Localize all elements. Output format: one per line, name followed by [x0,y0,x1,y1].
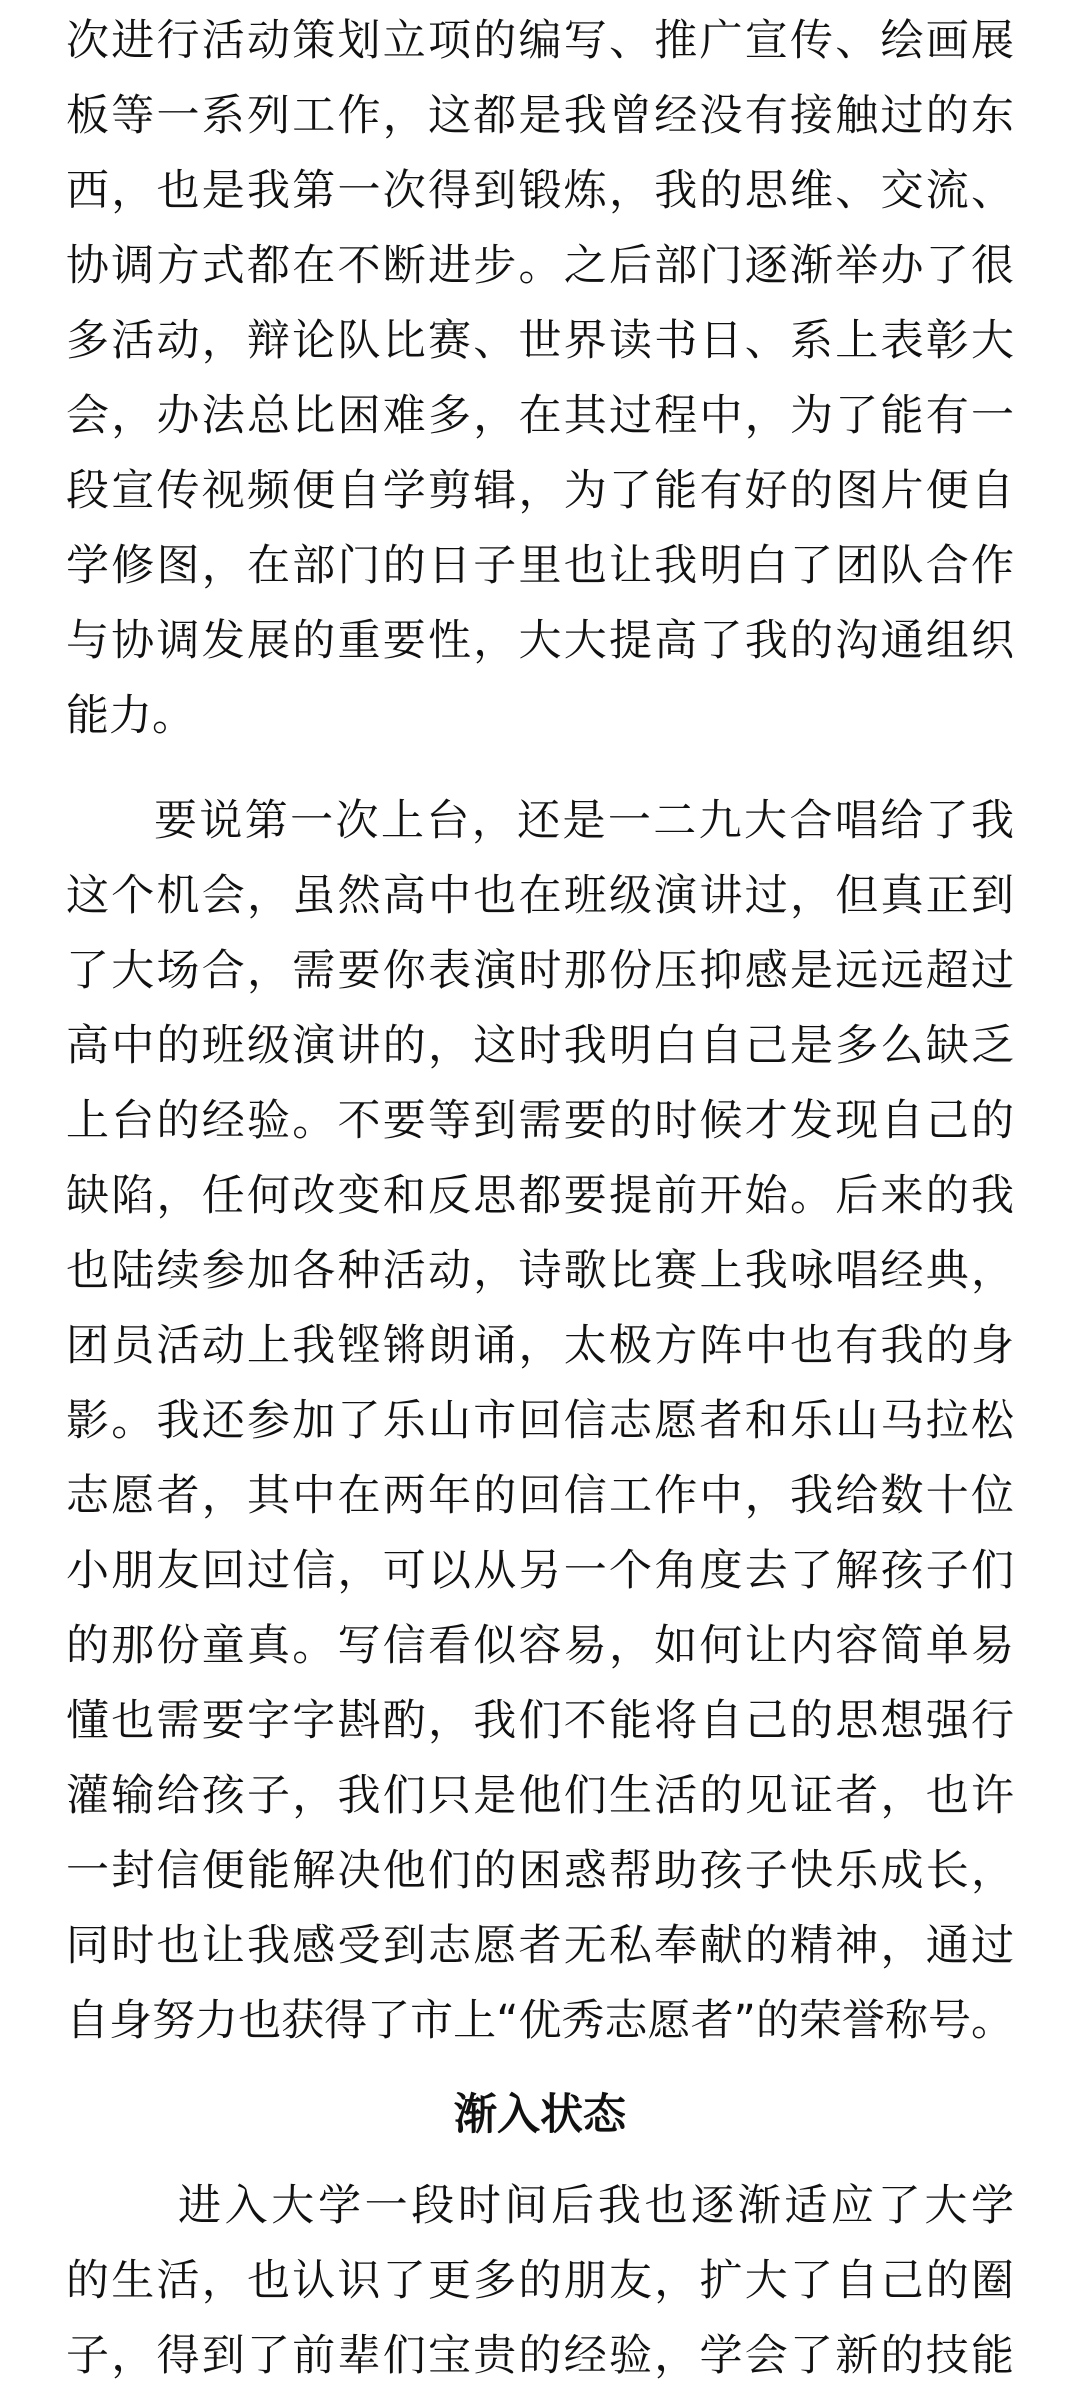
paragraph-line: 小朋友回过信，可以从另一个角度去了解孩子们 [66,1546,1014,1596]
paragraph-line: 学修图，在部门的日子里也让我明白了团队合作 [66,541,1014,591]
paragraph-line: 多活动，辩论队比赛、世界读书日、系上表彰大 [66,316,1014,366]
paragraph-spacer [66,754,1014,784]
paragraph-line: 同时也让我感受到志愿者无私奉献的精神，通过 [66,1921,1014,1971]
paragraph-3 [66,2169,1014,2394]
paragraph-line: 自身努力也获得了市上“优秀志愿者”的荣誉称号。 [66,1996,1014,2046]
paragraph-line: 子，得到了前辈们宝贵的经验，学会了新的技能 [66,2331,1014,2381]
paragraph-line: 一封信便能解决他们的困惑帮助孩子快乐成长， [66,1846,1014,1896]
paragraph-line: 灌输给孩子，我们只是他们生活的见证者，也许 [66,1771,1014,1821]
paragraph-line: 次进行活动策划立项的编写、推广宣传、绘画展 [66,16,1014,66]
paragraph-line: 段宣传视频便自学剪辑，为了能有好的图片便自 [66,466,1014,516]
paragraph-1 [66,4,1014,754]
paragraph-line: 进入大学一段时间后我也逐渐适应了大学 [178,2181,1014,2231]
paragraph-line: 了大场合，需要你表演时那份压抑感是远远超过 [66,946,1014,996]
paragraph-line: 能力。 [66,691,195,741]
paragraph-line: 懂也需要字字斟酌，我们不能将自己的思想强行 [66,1696,1014,1746]
paragraph-line: 团员活动上我铿锵朗诵，太极方阵中也有我的身 [66,1321,1014,1371]
paragraph-line: 协调方式都在不断进步。之后部门逐渐举办了很 [66,241,1014,291]
paragraph-line: 影。我还参加了乐山市回信志愿者和乐山马拉松 [66,1396,1014,1446]
paragraph-line: 西，也是我第一次得到锻炼，我的思维、交流、 [66,166,1014,216]
paragraph-line: 高中的班级演讲的，这时我明白自己是多么缺乏 [66,1021,1014,1071]
paragraph-line: 会，办法总比困难多，在其过程中，为了能有一 [66,391,1014,441]
paragraph-line: 的生活，也认识了更多的朋友，扩大了自己的圈 [66,2256,1014,2306]
paragraph-line: 与协调发展的重要性，大大提高了我的沟通组织 [66,616,1014,666]
paragraph-line: 的那份童真。写信看似容易，如何让内容简单易 [66,1621,1014,1671]
section-heading: 渐入状态 [454,2090,626,2140]
paragraph-line: 也陆续参加各种活动，诗歌比赛上我咏唱经典， [66,1246,1014,1296]
paragraph-line: 要说第一次上台，还是一二九大合唱给了我 [154,796,1014,846]
paragraph-2 [66,784,1014,2059]
paragraph-line: 缺陷，任何改变和反思都要提前开始。后来的我 [66,1171,1014,1221]
paragraph-line: 志愿者，其中在两年的回信工作中，我给数十位 [66,1471,1014,1521]
paragraph-line: 这个机会，虽然高中也在班级演讲过，但真正到 [66,871,1014,921]
paragraph-line: 板等一系列工作，这都是我曾经没有接触过的东 [66,91,1014,141]
paragraph-line: 上台的经验。不要等到需要的时候才发现自己的 [66,1096,1014,1146]
